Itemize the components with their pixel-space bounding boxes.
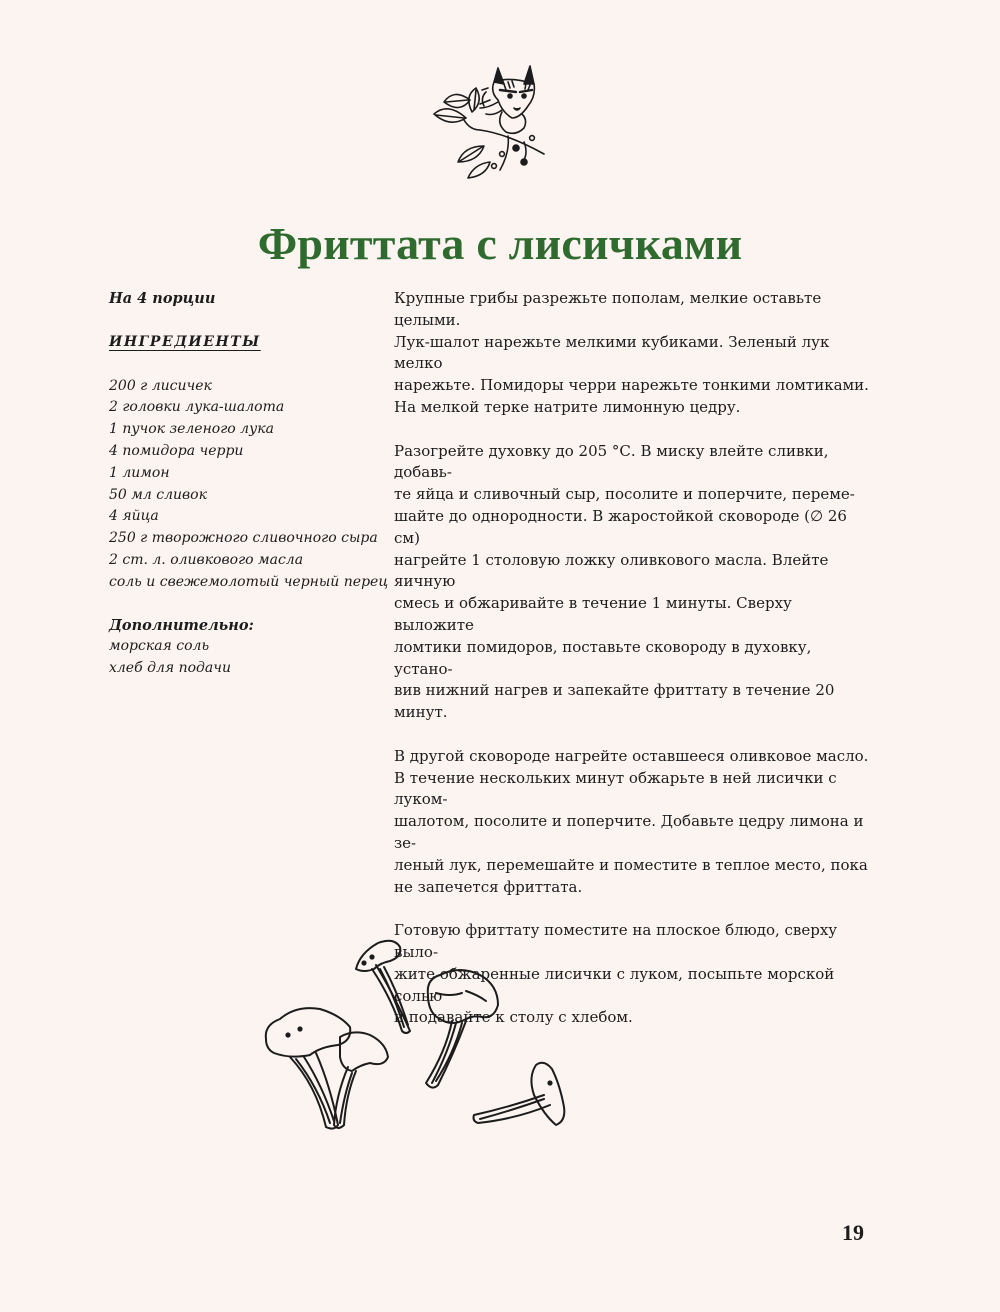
ingredient-item: 200 г лисичек xyxy=(109,377,212,394)
ingredients-list xyxy=(109,376,389,594)
ingredient-item: 2 головки лука-шалота xyxy=(109,399,285,416)
ingredients-column xyxy=(109,288,389,680)
extra-item: морская соль xyxy=(109,638,210,655)
mushroom-shape xyxy=(266,1008,388,1128)
mushroom-shape xyxy=(356,941,410,1033)
mushroom-shape xyxy=(474,1063,565,1125)
ingredient-item: 1 лимон xyxy=(109,464,170,481)
chanterelle-mushrooms-icon xyxy=(260,935,580,1155)
extra-heading: Дополнительно: xyxy=(109,616,254,634)
ingredient-item: соль и свежемолотый черный перец xyxy=(109,573,389,590)
recipe-title: Фриттата с лисичками xyxy=(257,217,743,269)
extra-item: хлеб для подачи xyxy=(109,660,231,677)
servings-label: На 4 порции xyxy=(109,290,216,307)
ingredient-item: 1 пучок зеленого лука xyxy=(109,421,274,438)
instruction-step: В другой сковороде нагрейте оставшееся оливковое масло. В течение нескольких минут обжарьте в ней лисички с луком- шалотом, посолите и поперчите. Добавьте цедру лимона и зе- леный лук, перемешайте и поместите в теплое место, пока не запечется фриттата. xyxy=(394,746,869,896)
extra-list xyxy=(109,636,379,680)
page-number: 19 xyxy=(842,1220,864,1245)
ingredient-item: 250 г творожного сливочного сыра xyxy=(109,530,378,547)
instruction-step: Крупные грибы разрежьте пополам, мелкие оставьте целыми. Лук-шалот нарежьте мелкими кубиками. Зеленый лук мелко нарежьте. Помидоры черри нарежьте тонкими ломтиками. На мелкой терке натрите лимонную цедру. xyxy=(394,289,869,416)
ingredient-item: 2 ст. л. оливкового масла xyxy=(109,551,304,568)
fox-illustration-icon xyxy=(424,62,550,182)
instruction-step: Готовую фриттату поместите на плоское блюдо, сверху выло- жите обжаренные лисички с луком, посыпьте морской солью и подавайте к столу с хлебом. xyxy=(394,921,838,1027)
ingredient-item: 4 яйца xyxy=(109,508,159,525)
mushroom-shape xyxy=(426,970,498,1088)
instruction-step: Разогрейте духовку до 205 °С. В миску влейте сливки, добавь- те яйца и сливочный сыр, посолите и поперчите, переме- шайте до однородности. В жаростойкой сковороде (∅ 26 см) нагрейте 1 столовую ложку оливкового масла. Влейте яичную смесь и обжаривайте в течение 1 минуты. Сверху выложите ломтики помидоров, поставьте сковороду в духовку, устано- вив нижний нагрев и запекайте фриттату в течение 20 минут. xyxy=(394,441,855,722)
ingredients-heading: ИНГРЕДИЕНТЫ xyxy=(109,333,261,350)
ingredient-item: 50 мл сливок xyxy=(109,486,207,503)
ingredient-item: 4 помидора черри xyxy=(109,442,244,459)
